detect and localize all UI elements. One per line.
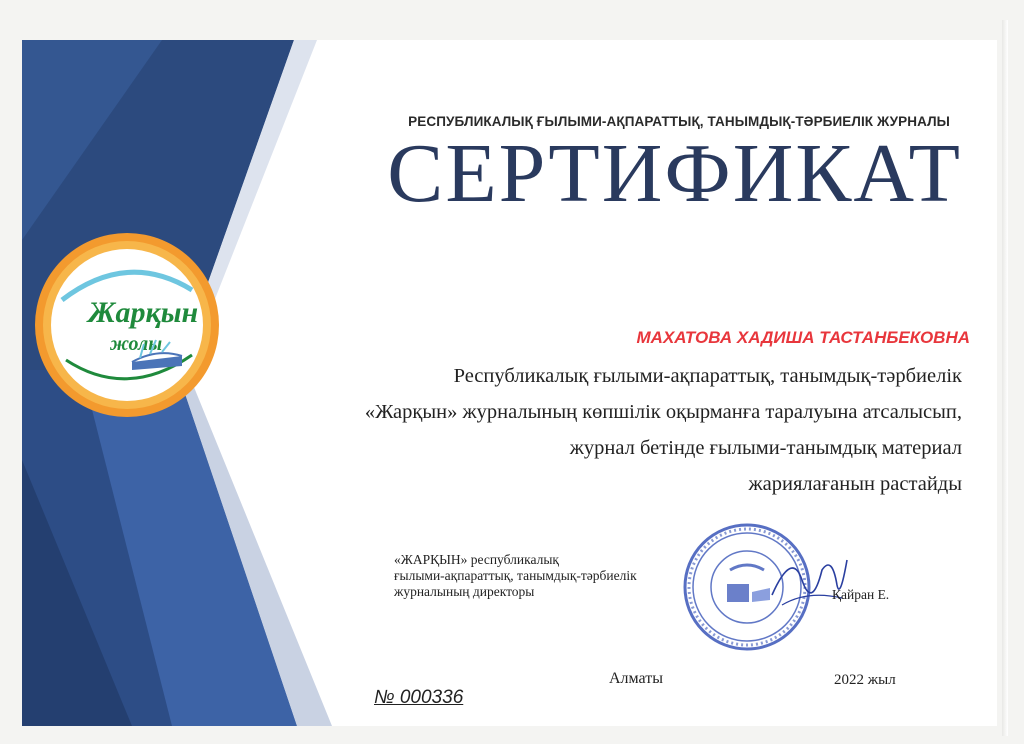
director-line: ғылыми-ақпараттық, танымдық-тәрбиелік: [394, 568, 637, 583]
logo-text-line2: жолы: [110, 333, 163, 355]
director-line: «ЖАРҚЫН» республикалық: [394, 552, 559, 567]
logo-text-line1: Жарқын: [88, 296, 199, 329]
year: 2022 жыл: [834, 672, 896, 688]
body-line: жариялағанын растайды: [748, 473, 962, 495]
director-line: журналының директоры: [394, 584, 535, 599]
page-edge: [1002, 20, 1008, 736]
signer-name: Қайран Е.: [832, 587, 890, 602]
recipient-name: МАХАТОВА ХАДИША ТАСТАНБЕКОВНА: [636, 328, 970, 347]
director-title: [394, 552, 714, 600]
body-line: «Жарқын» журналының көпшілік оқырманға таралуына атсалысып,: [364, 401, 962, 423]
body-line: журнал бетінде ғылыми-танымдық материал: [569, 437, 962, 459]
certificate-number: № 000336: [374, 687, 464, 708]
city: Алматы: [609, 670, 663, 687]
certificate-sheet: [22, 40, 997, 726]
body-line: Республикалық ғылыми-ақпараттық, танымдық-тәрбиелік: [453, 365, 962, 387]
signature: [762, 540, 852, 620]
certificate-body: [172, 358, 962, 502]
certificate-title: СЕРТИФИКАТ: [387, 127, 962, 220]
journal-header: РЕСПУБЛИКАЛЫҚ ҒЫЛЫМИ-АҚПАРАТТЫҚ, ТАНЫМДЫҚ-ТӘРБИЕЛІК ЖУРНАЛЫ: [408, 114, 950, 129]
